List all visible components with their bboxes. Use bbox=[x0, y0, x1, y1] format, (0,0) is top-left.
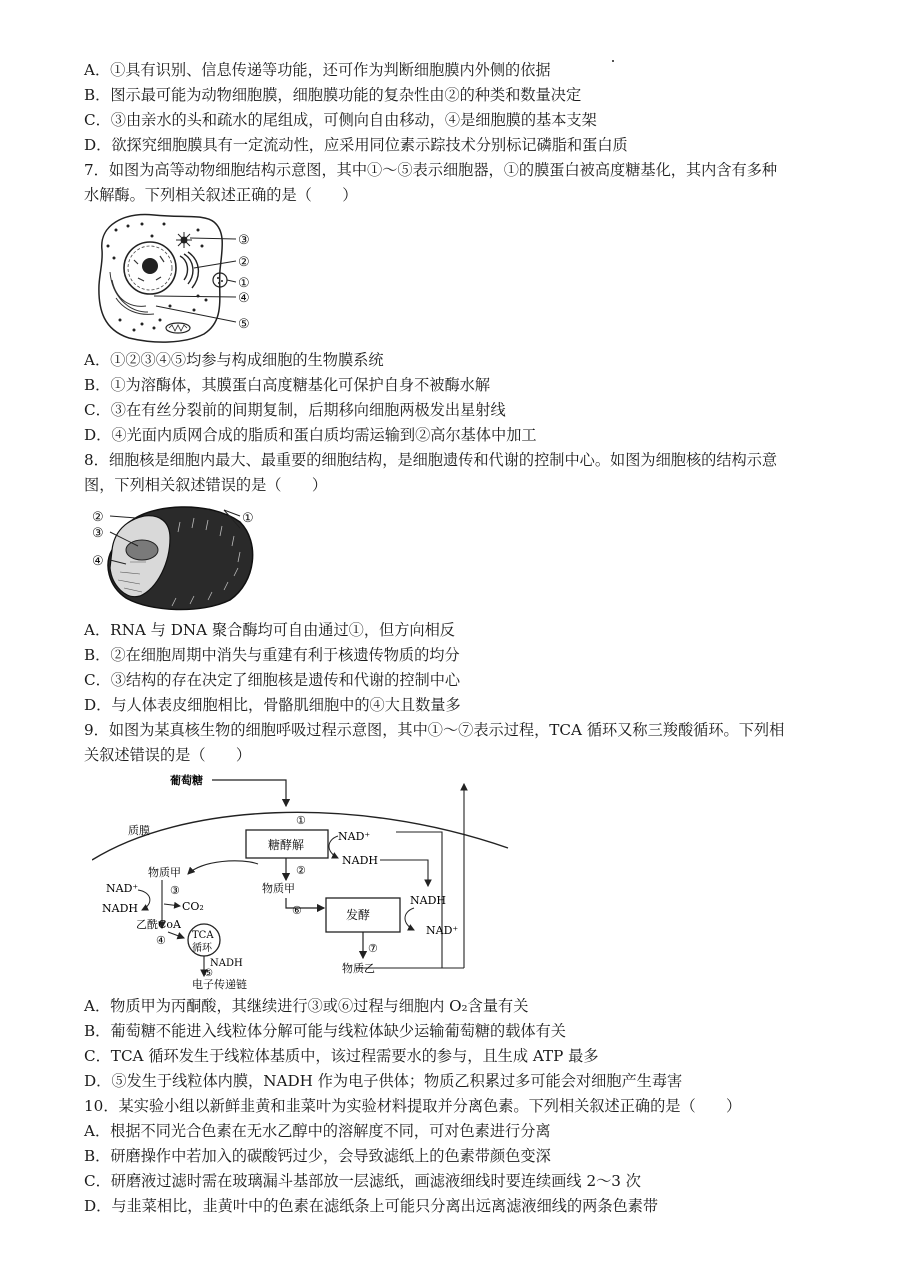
step6-label: ⑥ bbox=[292, 904, 302, 917]
q10-option-a: A．根据不同光合色素在无水乙醇中的溶解度不同，可对色素进行分离 bbox=[84, 1122, 551, 1140]
substance-a-right: 物质甲 bbox=[262, 882, 295, 895]
tca-label: TCA bbox=[192, 930, 214, 941]
respiration-diagram bbox=[92, 768, 512, 990]
step3-label: ③ bbox=[170, 884, 180, 897]
nadh-right: NADH bbox=[410, 894, 446, 907]
nad-left: NAD⁺ bbox=[106, 882, 139, 895]
label-2: ② bbox=[92, 510, 104, 525]
nadh-left: NADH bbox=[102, 902, 138, 915]
glucose-label: 葡萄糖 bbox=[170, 774, 203, 787]
label-5: ⑤ bbox=[238, 317, 250, 332]
q10-option-d: D．与韭菜相比，韭黄叶中的色素在滤纸条上可能只分离出远离滤液细线的两条色素带 bbox=[84, 1197, 659, 1215]
stray-dot bbox=[612, 60, 614, 62]
q6-option-d: D．欲探究细胞膜具有一定流动性，应采用同位素示踪技术分别标记磷脂和蛋白质 bbox=[84, 136, 628, 154]
step2-label: ② bbox=[296, 864, 306, 877]
membrane-label: 质膜 bbox=[128, 824, 150, 837]
q9-option-a: A．物质甲为丙酮酸，其继续进行③或⑥过程与细胞内 O₂含量有关 bbox=[84, 997, 529, 1015]
etc-label: 电子传递链 bbox=[192, 978, 247, 990]
animal-cell-figure bbox=[94, 210, 274, 346]
substance-a-left: 物质甲 bbox=[148, 866, 181, 879]
q7-stem-line1: 7．如图为高等动物细胞结构示意图，其中①～⑤表示细胞器，①的膜蛋白被高度糖基化，其内含有多种 bbox=[84, 161, 778, 179]
q8-stem-line1: 8．细胞核是细胞内最大、最重要的细胞结构，是细胞遗传和代谢的控制中心。如图为细胞核的结构示意 bbox=[84, 451, 778, 469]
q8-stem-line2: 图，下列相关叙述错误的是（ ） bbox=[84, 476, 327, 494]
q7-option-a: A．①②③④⑤均参与构成细胞的生物膜系统 bbox=[84, 351, 384, 369]
q8-option-d: D．与人体表皮细胞相比，骨骼肌细胞中的④大且数量多 bbox=[84, 696, 461, 714]
step7-label: ⑦ bbox=[368, 942, 378, 955]
co2-label: CO₂ bbox=[182, 900, 204, 913]
label-4: ④ bbox=[238, 291, 250, 306]
label-1: ① bbox=[242, 511, 254, 526]
fermentation-box: 发酵 bbox=[346, 908, 371, 922]
q10-stem: 10．某实验小组以新鲜韭黄和韭菜叶为实验材料提取并分离色素。下列相关叙述正确的是（ ） bbox=[84, 1097, 742, 1115]
q9-option-c: C．TCA 循环发生于线粒体基质中，该过程需要水的参与，且生成 ATP 最多 bbox=[84, 1047, 599, 1065]
label-2: ② bbox=[238, 255, 250, 270]
q8-option-b: B．②在细胞周期中消失与重建有利于核遗传物质的均分 bbox=[84, 646, 460, 664]
nadh-tca: NADH bbox=[210, 958, 243, 969]
q9-stem-line2: 关叙述错误的是（ ） bbox=[84, 746, 252, 764]
q10-option-c: C．研磨液过滤时需在玻璃漏斗基部放一层滤纸，画滤液细线时要连续画线 2～3 次 bbox=[84, 1172, 641, 1190]
q6-option-a: A．①具有识别、信息传递等功能，还可作为判断细胞膜内外侧的依据 bbox=[84, 61, 551, 79]
label-4: ④ bbox=[92, 554, 104, 569]
q8-option-a: A．RNA 与 DNA 聚合酶均可自由通过①，但方向相反 bbox=[84, 621, 455, 639]
nucleus-figure bbox=[90, 502, 260, 614]
step4-label: ④ bbox=[156, 934, 166, 947]
q7-stem-line2: 水解酶。下列相关叙述正确的是（ ） bbox=[84, 186, 358, 204]
acetyl-coa: 乙酰CoA bbox=[136, 918, 181, 931]
q7-option-b: B．①为溶酶体，其膜蛋白高度糖基化可保护自身不被酶水解 bbox=[84, 376, 491, 394]
q9-option-d: D．⑤发生于线粒体内膜，NADH 作为电子供体；物质乙积累过多可能会对细胞产生毒害 bbox=[84, 1072, 683, 1090]
q7-option-c: C．③在有丝分裂前的间期复制，后期移向细胞两极发出星射线 bbox=[84, 401, 506, 419]
tca-cycle-label: 循环 bbox=[192, 943, 212, 954]
q6-option-b: B．图示最可能为动物细胞膜，细胞膜功能的复杂性由②的种类和数量决定 bbox=[84, 86, 582, 104]
q7-option-d: D．④光面内质网合成的脂质和蛋白质均需运输到②高尔基体中加工 bbox=[84, 426, 537, 444]
step1-label: ① bbox=[296, 814, 306, 827]
q9-stem-line1: 9．如图为某真核生物的细胞呼吸过程示意图，其中①～⑦表示过程，TCA 循环又称三羧酸循环。下列相 bbox=[84, 721, 785, 739]
nadh-top: NADH bbox=[342, 854, 378, 867]
label-3: ③ bbox=[238, 233, 250, 248]
q9-option-b: B．葡萄糖不能进入线粒体分解可能与线粒体缺少运输葡萄糖的载体有关 bbox=[84, 1022, 566, 1040]
nad-top: NAD⁺ bbox=[338, 830, 371, 843]
nad-right: NAD⁺ bbox=[426, 924, 459, 937]
substance-b: 物质乙 bbox=[342, 962, 375, 975]
step5-label: ⑤ bbox=[204, 968, 213, 979]
q8-option-c: C．③结构的存在决定了细胞核是遗传和代谢的控制中心 bbox=[84, 671, 461, 689]
glycolysis-box: 糖酵解 bbox=[268, 838, 305, 852]
q10-option-b: B．研磨操作中若加入的碳酸钙过少，会导致滤纸上的色素带颜色变深 bbox=[84, 1147, 551, 1165]
label-3: ③ bbox=[92, 526, 104, 541]
label-1: ① bbox=[238, 276, 250, 291]
q6-option-c: C．③由亲水的头和疏水的尾组成，可侧向自由移动，④是细胞膜的基本支架 bbox=[84, 111, 597, 129]
